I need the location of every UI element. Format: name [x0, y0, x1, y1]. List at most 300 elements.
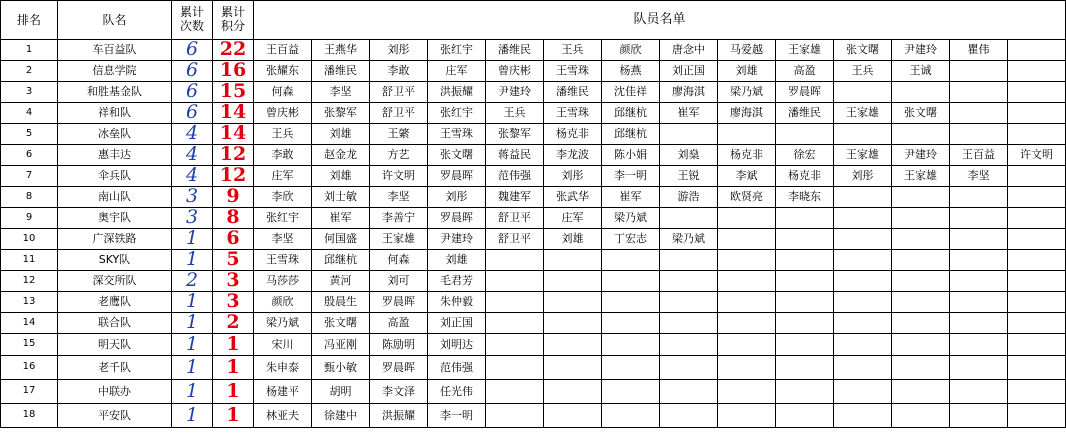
points-cell: 12: [213, 145, 254, 166]
empty-member-cell: [1008, 356, 1066, 380]
member-cell: 殷晨生: [312, 292, 370, 313]
empty-member-cell: [776, 292, 834, 313]
team-name-cell: 和胜基金队: [58, 82, 172, 103]
empty-member-cell: [486, 404, 544, 428]
empty-member-cell: [544, 404, 602, 428]
team-name-cell: 老千队: [58, 356, 172, 380]
empty-member-cell: [776, 356, 834, 380]
empty-member-cell: [718, 124, 776, 145]
empty-member-cell: [544, 380, 602, 404]
header-row: [1, 1, 1066, 40]
team-name-cell: 联合队: [58, 313, 172, 334]
member-cell: 王雪珠: [544, 61, 602, 82]
member-cell: 李欣: [254, 187, 312, 208]
member-cell: 何森: [370, 250, 428, 271]
member-cell: 王兵: [544, 40, 602, 61]
empty-member-cell: [892, 404, 950, 428]
empty-member-cell: [950, 124, 1008, 145]
empty-member-cell: [776, 250, 834, 271]
member-cell: 甄小敏: [312, 356, 370, 380]
empty-member-cell: [718, 229, 776, 250]
empty-member-cell: [602, 404, 660, 428]
member-cell: 许文明: [1008, 145, 1066, 166]
member-cell: 王百益: [950, 145, 1008, 166]
member-cell: 王家雄: [892, 166, 950, 187]
empty-member-cell: [486, 356, 544, 380]
member-cell: 尹建玲: [428, 229, 486, 250]
empty-member-cell: [660, 334, 718, 356]
member-cell: 马爱越: [718, 40, 776, 61]
member-cell: 林亚夫: [254, 404, 312, 428]
header-rank: 排名: [1, 1, 58, 40]
empty-member-cell: [892, 313, 950, 334]
rank-cell: 3: [1, 82, 58, 103]
empty-member-cell: [1008, 334, 1066, 356]
empty-member-cell: [486, 380, 544, 404]
empty-member-cell: [950, 82, 1008, 103]
points-cell: 14: [213, 103, 254, 124]
member-cell: 马莎莎: [254, 271, 312, 292]
empty-member-cell: [776, 404, 834, 428]
points-cell: 14: [213, 124, 254, 145]
member-cell: 李善宁: [370, 208, 428, 229]
empty-member-cell: [892, 334, 950, 356]
empty-member-cell: [834, 380, 892, 404]
member-cell: 张红宇: [428, 103, 486, 124]
member-cell: 梁乃斌: [718, 82, 776, 103]
member-cell: 冯亚刚: [312, 334, 370, 356]
team-name-cell: 祥和队: [58, 103, 172, 124]
empty-member-cell: [776, 380, 834, 404]
table-row: [1, 103, 1066, 124]
empty-member-cell: [660, 380, 718, 404]
empty-member-cell: [486, 271, 544, 292]
count-cell: 4: [172, 145, 213, 166]
points-cell: 1: [213, 404, 254, 428]
empty-member-cell: [1008, 292, 1066, 313]
member-cell: 刘正国: [428, 313, 486, 334]
empty-member-cell: [776, 208, 834, 229]
member-cell: 曾庆彬: [254, 103, 312, 124]
count-cell: 1: [172, 334, 213, 356]
member-cell: 李晓东: [776, 187, 834, 208]
count-cell: 1: [172, 313, 213, 334]
member-cell: 潘维民: [544, 82, 602, 103]
empty-member-cell: [776, 124, 834, 145]
count-cell: 1: [172, 380, 213, 404]
empty-member-cell: [718, 334, 776, 356]
member-cell: 潘维民: [486, 40, 544, 61]
empty-member-cell: [718, 271, 776, 292]
member-cell: 张文曙: [892, 103, 950, 124]
empty-member-cell: [892, 187, 950, 208]
count-cell: 1: [172, 250, 213, 271]
empty-member-cell: [660, 356, 718, 380]
empty-member-cell: [602, 356, 660, 380]
empty-member-cell: [834, 334, 892, 356]
table-row: [1, 208, 1066, 229]
empty-member-cell: [776, 313, 834, 334]
empty-member-cell: [1008, 271, 1066, 292]
member-cell: 曾庆彬: [486, 61, 544, 82]
team-name-cell: 车百益队: [58, 40, 172, 61]
empty-member-cell: [718, 250, 776, 271]
count-cell: 1: [172, 229, 213, 250]
points-cell: 2: [213, 313, 254, 334]
empty-member-cell: [950, 292, 1008, 313]
member-cell: 李坚: [950, 166, 1008, 187]
member-cell: 罗晨晖: [370, 292, 428, 313]
points-cell: 6: [213, 229, 254, 250]
member-cell: 张红宇: [428, 40, 486, 61]
empty-member-cell: [834, 271, 892, 292]
points-cell: 5: [213, 250, 254, 271]
empty-member-cell: [950, 404, 1008, 428]
empty-member-cell: [1008, 166, 1066, 187]
member-cell: 李坚: [254, 229, 312, 250]
points-cell: 1: [213, 356, 254, 380]
team-name-cell: 平安队: [58, 404, 172, 428]
table-row: [1, 40, 1066, 61]
empty-member-cell: [834, 124, 892, 145]
empty-member-cell: [544, 334, 602, 356]
empty-member-cell: [950, 103, 1008, 124]
member-cell: 李敢: [370, 61, 428, 82]
team-name-cell: SKY队: [58, 250, 172, 271]
count-cell: 6: [172, 40, 213, 61]
member-cell: 尹建玲: [486, 82, 544, 103]
member-cell: 刘可: [370, 271, 428, 292]
points-cell: 1: [213, 380, 254, 404]
count-cell: 1: [172, 404, 213, 428]
member-cell: 舒卫平: [486, 229, 544, 250]
empty-member-cell: [892, 82, 950, 103]
empty-member-cell: [950, 334, 1008, 356]
count-cell: 6: [172, 61, 213, 82]
table-row: [1, 250, 1066, 271]
team-name-cell: 老鹰队: [58, 292, 172, 313]
empty-member-cell: [718, 313, 776, 334]
member-cell: 颜欣: [602, 40, 660, 61]
member-cell: 李文泽: [370, 380, 428, 404]
count-cell: 1: [172, 292, 213, 313]
empty-member-cell: [544, 292, 602, 313]
empty-member-cell: [892, 250, 950, 271]
team-name-cell: 奥宇队: [58, 208, 172, 229]
member-cell: 欧贤亮: [718, 187, 776, 208]
member-cell: 张耀东: [254, 61, 312, 82]
empty-member-cell: [602, 380, 660, 404]
points-cell: 15: [213, 82, 254, 103]
team-name-cell: 冰垒队: [58, 124, 172, 145]
empty-member-cell: [950, 250, 1008, 271]
empty-member-cell: [834, 404, 892, 428]
member-cell: 何森: [254, 82, 312, 103]
empty-member-cell: [776, 334, 834, 356]
member-cell: 张红宇: [254, 208, 312, 229]
member-cell: 何国盛: [312, 229, 370, 250]
member-cell: 庄军: [428, 61, 486, 82]
empty-member-cell: [660, 404, 718, 428]
table-row: [1, 82, 1066, 103]
rank-cell: 14: [1, 313, 58, 334]
empty-member-cell: [544, 250, 602, 271]
empty-member-cell: [950, 313, 1008, 334]
rank-cell: 16: [1, 356, 58, 380]
empty-member-cell: [834, 82, 892, 103]
member-cell: 王家雄: [834, 145, 892, 166]
table-row: [1, 166, 1066, 187]
empty-member-cell: [892, 208, 950, 229]
table-row: [1, 334, 1066, 356]
member-cell: 刘雄: [312, 166, 370, 187]
empty-member-cell: [660, 292, 718, 313]
count-cell: 4: [172, 166, 213, 187]
empty-member-cell: [544, 271, 602, 292]
points-cell: 16: [213, 61, 254, 82]
member-cell: 罗晨晖: [370, 356, 428, 380]
empty-member-cell: [834, 208, 892, 229]
member-cell: 罗晨晖: [428, 208, 486, 229]
member-cell: 许文明: [370, 166, 428, 187]
rank-cell: 10: [1, 229, 58, 250]
rank-cell: 18: [1, 404, 58, 428]
empty-member-cell: [544, 313, 602, 334]
member-cell: 李斌: [718, 166, 776, 187]
empty-member-cell: [660, 313, 718, 334]
member-cell: 罗晨晖: [428, 166, 486, 187]
member-cell: 刘雄: [312, 124, 370, 145]
header-members: 队员名单: [254, 1, 1066, 40]
header-points-text: 累计积分: [220, 5, 245, 33]
rank-cell: 13: [1, 292, 58, 313]
member-cell: 庄军: [544, 208, 602, 229]
member-cell: 张文曙: [834, 40, 892, 61]
header-points: [213, 1, 254, 40]
count-cell: 2: [172, 271, 213, 292]
member-cell: 尹建玲: [892, 145, 950, 166]
empty-member-cell: [1008, 40, 1066, 61]
points-cell: 3: [213, 271, 254, 292]
member-cell: 舒卫平: [370, 82, 428, 103]
count-cell: 4: [172, 124, 213, 145]
member-cell: 王家雄: [370, 229, 428, 250]
table-row: [1, 229, 1066, 250]
member-cell: 庄军: [254, 166, 312, 187]
member-cell: 王綮: [370, 124, 428, 145]
member-cell: 舒卫平: [370, 103, 428, 124]
empty-member-cell: [718, 292, 776, 313]
empty-member-cell: [602, 334, 660, 356]
table-row: [1, 187, 1066, 208]
member-cell: 刘彤: [370, 40, 428, 61]
rank-cell: 9: [1, 208, 58, 229]
member-cell: 任光伟: [428, 380, 486, 404]
member-cell: 胡明: [312, 380, 370, 404]
member-cell: 游浩: [660, 187, 718, 208]
rank-cell: 17: [1, 380, 58, 404]
empty-member-cell: [950, 380, 1008, 404]
member-cell: 李坚: [312, 82, 370, 103]
empty-member-cell: [892, 292, 950, 313]
table-row: [1, 292, 1066, 313]
rank-cell: 15: [1, 334, 58, 356]
empty-member-cell: [660, 208, 718, 229]
member-cell: 刘正国: [660, 61, 718, 82]
empty-member-cell: [892, 229, 950, 250]
empty-member-cell: [834, 250, 892, 271]
team-name-cell: 中联办: [58, 380, 172, 404]
member-cell: 刘彤: [834, 166, 892, 187]
member-cell: 高盈: [370, 313, 428, 334]
member-cell: 廖海淇: [718, 103, 776, 124]
empty-member-cell: [718, 208, 776, 229]
member-cell: 罗晨晖: [776, 82, 834, 103]
empty-member-cell: [834, 292, 892, 313]
table-row: [1, 313, 1066, 334]
points-cell: 8: [213, 208, 254, 229]
member-cell: 梁乃斌: [254, 313, 312, 334]
member-cell: 张黎军: [312, 103, 370, 124]
member-cell: 唐念中: [660, 40, 718, 61]
member-cell: 魏建军: [486, 187, 544, 208]
count-cell: 1: [172, 356, 213, 380]
member-cell: 廖海淇: [660, 82, 718, 103]
team-name-cell: 深交所队: [58, 271, 172, 292]
member-cell: 范伟强: [486, 166, 544, 187]
member-cell: 杨克非: [544, 124, 602, 145]
rank-cell: 6: [1, 145, 58, 166]
member-cell: 王雪珠: [544, 103, 602, 124]
member-cell: 赵金龙: [312, 145, 370, 166]
member-cell: 王家雄: [776, 40, 834, 61]
empty-member-cell: [544, 356, 602, 380]
empty-member-cell: [486, 334, 544, 356]
member-cell: 梁乃斌: [602, 208, 660, 229]
empty-member-cell: [718, 356, 776, 380]
member-cell: 颜欣: [254, 292, 312, 313]
member-cell: 朱申泰: [254, 356, 312, 380]
member-cell: 宋川: [254, 334, 312, 356]
points-cell: 1: [213, 334, 254, 356]
member-cell: 陈小娟: [602, 145, 660, 166]
member-cell: 邱继杭: [602, 103, 660, 124]
table-row: [1, 380, 1066, 404]
team-name-cell: 信息学院: [58, 61, 172, 82]
empty-member-cell: [660, 271, 718, 292]
table-body: [1, 1, 1066, 428]
rank-cell: 1: [1, 40, 58, 61]
count-cell: 6: [172, 103, 213, 124]
empty-member-cell: [1008, 61, 1066, 82]
team-name-cell: 明天队: [58, 334, 172, 356]
empty-member-cell: [950, 187, 1008, 208]
member-cell: 王雪珠: [428, 124, 486, 145]
empty-member-cell: [1008, 187, 1066, 208]
member-cell: 张武华: [544, 187, 602, 208]
empty-member-cell: [486, 250, 544, 271]
empty-member-cell: [950, 356, 1008, 380]
empty-member-cell: [660, 250, 718, 271]
empty-member-cell: [892, 271, 950, 292]
table-row: [1, 61, 1066, 82]
empty-member-cell: [718, 380, 776, 404]
member-cell: 李坚: [370, 187, 428, 208]
member-cell: 刘燊: [660, 145, 718, 166]
points-cell: 12: [213, 166, 254, 187]
member-cell: 王兵: [834, 61, 892, 82]
empty-member-cell: [834, 313, 892, 334]
member-cell: 刘雄: [718, 61, 776, 82]
table-row: [1, 124, 1066, 145]
points-cell: 3: [213, 292, 254, 313]
member-cell: 杨燕: [602, 61, 660, 82]
member-cell: 王雪珠: [254, 250, 312, 271]
member-cell: 杨建平: [254, 380, 312, 404]
member-cell: 张黎军: [486, 124, 544, 145]
empty-member-cell: [950, 208, 1008, 229]
member-cell: 徐宏: [776, 145, 834, 166]
member-cell: 邱继杭: [602, 124, 660, 145]
member-cell: 杨克非: [718, 145, 776, 166]
empty-member-cell: [660, 124, 718, 145]
empty-member-cell: [718, 404, 776, 428]
rank-cell: 8: [1, 187, 58, 208]
empty-member-cell: [602, 250, 660, 271]
empty-member-cell: [892, 356, 950, 380]
member-cell: 洪振耀: [370, 404, 428, 428]
rank-cell: 2: [1, 61, 58, 82]
member-cell: 王兵: [254, 124, 312, 145]
member-cell: 毛君芳: [428, 271, 486, 292]
member-cell: 张文曙: [428, 145, 486, 166]
empty-member-cell: [602, 271, 660, 292]
table-row: [1, 356, 1066, 380]
points-cell: 9: [213, 187, 254, 208]
member-cell: 刘彤: [428, 187, 486, 208]
empty-member-cell: [892, 380, 950, 404]
empty-member-cell: [834, 187, 892, 208]
table-row: [1, 404, 1066, 428]
empty-member-cell: [892, 124, 950, 145]
empty-member-cell: [486, 292, 544, 313]
team-name-cell: 广深铁路: [58, 229, 172, 250]
empty-member-cell: [1008, 250, 1066, 271]
member-cell: 刘雄: [428, 250, 486, 271]
empty-member-cell: [1008, 380, 1066, 404]
empty-member-cell: [950, 271, 1008, 292]
team-name-cell: 惠丰达: [58, 145, 172, 166]
member-cell: 徐建中: [312, 404, 370, 428]
team-name-cell: 南山队: [58, 187, 172, 208]
empty-member-cell: [1008, 103, 1066, 124]
member-cell: 刘明达: [428, 334, 486, 356]
empty-member-cell: [1008, 229, 1066, 250]
member-cell: 刘彤: [544, 166, 602, 187]
member-cell: 蒋益民: [486, 145, 544, 166]
rank-cell: 7: [1, 166, 58, 187]
member-cell: 洪振耀: [428, 82, 486, 103]
member-cell: 王燕华: [312, 40, 370, 61]
member-cell: 方艺: [370, 145, 428, 166]
rank-cell: 4: [1, 103, 58, 124]
table-row: [1, 145, 1066, 166]
empty-member-cell: [602, 292, 660, 313]
member-cell: 潘维民: [312, 61, 370, 82]
empty-member-cell: [950, 61, 1008, 82]
empty-member-cell: [1008, 82, 1066, 103]
rank-cell: 11: [1, 250, 58, 271]
